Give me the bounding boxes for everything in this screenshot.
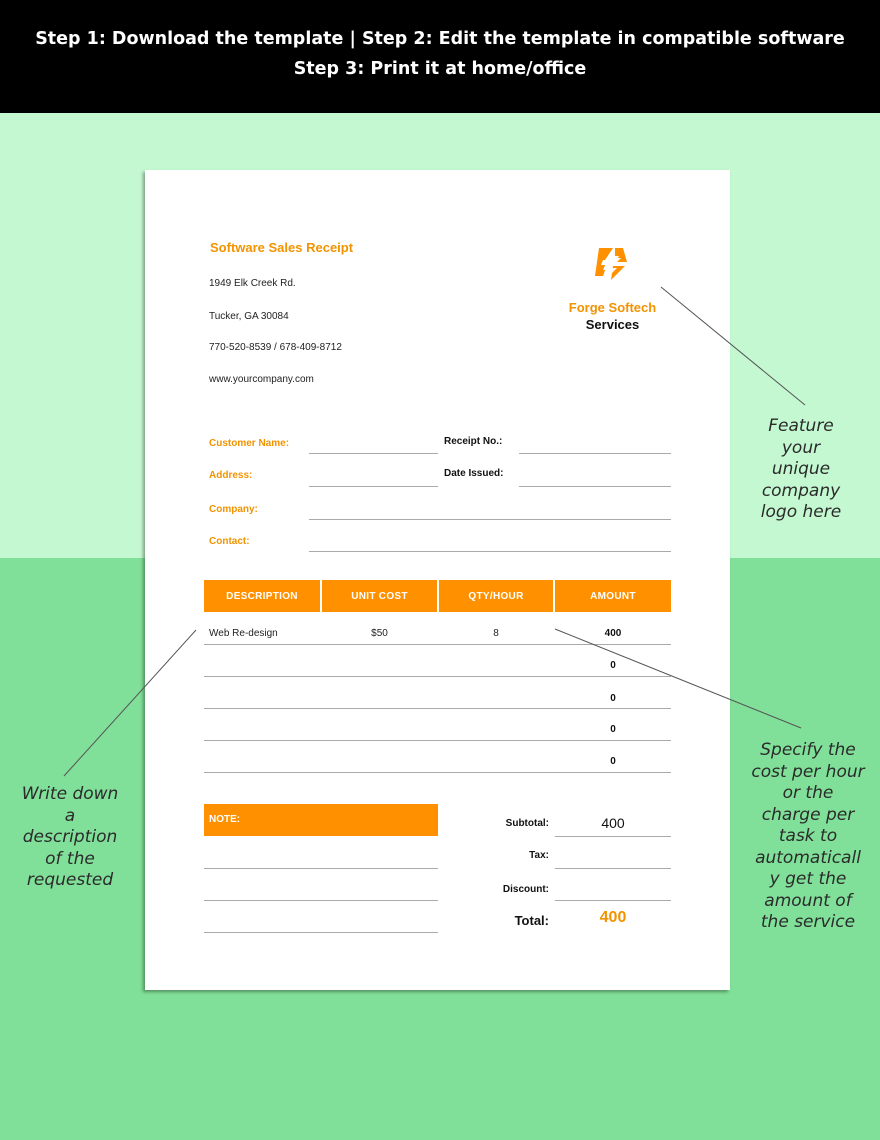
callout-line: cost per hour — [751, 761, 865, 782]
callout-line: Write down — [21, 784, 119, 804]
total-value: 400 — [599, 909, 627, 926]
note-header: NOTE: — [204, 804, 438, 836]
row-amount: 0 — [610, 693, 616, 704]
row-qty: 8 — [493, 628, 499, 639]
contact-label: Contact: — [209, 536, 250, 547]
callout-line: requested — [26, 870, 114, 890]
callout-line: company — [761, 480, 841, 501]
total-label: Total: — [514, 913, 549, 928]
callout-line: of the — [45, 848, 95, 869]
callout-line: task to — [778, 826, 838, 846]
description-leader-line — [64, 630, 196, 776]
tax-label: Tax: — [529, 850, 549, 861]
header-amount: AMOUNT — [555, 580, 671, 612]
callout-line: Specify the — [760, 740, 856, 760]
discount-label: Discount: — [502, 884, 549, 895]
row-description: Web Re-design — [209, 628, 278, 639]
address-line-1: 1949 Elk Creek Rd. — [209, 278, 296, 289]
header-unit-cost: UNIT COST — [322, 580, 437, 612]
row-amount: 0 — [610, 756, 616, 767]
subtotal-label: Subtotal: — [505, 818, 549, 829]
phone-numbers: 770-520-8539 / 678-409-8712 — [209, 342, 342, 353]
row-amount: 0 — [610, 660, 616, 671]
callout-line: your — [781, 437, 821, 458]
description-callout — [6, 784, 134, 892]
callout-line: automaticall — [755, 847, 861, 868]
logo-leader-line — [661, 287, 805, 405]
subtotal-value: 400 — [601, 815, 625, 831]
row-amount: 0 — [610, 724, 616, 735]
callout-line: description — [22, 827, 118, 847]
address-label: Address: — [209, 470, 253, 481]
instructions-line-1: Step 1: Download the template | Step 2: Edit the template in compatible software — [35, 29, 845, 49]
callout-line: amount of — [764, 890, 852, 911]
header-qty-hour: QTY/HOUR — [439, 580, 553, 612]
callout-line: Feature — [768, 416, 834, 436]
header-description: DESCRIPTION — [204, 580, 320, 612]
receipt-no-label: Receipt No.: — [444, 436, 503, 447]
document-title: Software Sales Receipt — [210, 240, 354, 255]
cost-leader-line — [555, 629, 801, 728]
callout-line: logo here — [760, 502, 842, 522]
callout-line: y get the — [769, 869, 847, 889]
callout-line: charge per — [761, 804, 855, 825]
callout-line: or the — [782, 783, 834, 803]
date-issued-label: Date Issued: — [444, 468, 504, 479]
instructions-line-2: Step 3: Print it at home/office — [293, 59, 587, 79]
row-amount: 400 — [604, 628, 622, 639]
customer-name-label: Customer Name: — [209, 438, 290, 449]
address-line-2: Tucker, GA 30084 — [209, 311, 289, 322]
company-label: Company: — [209, 504, 258, 515]
row-unit-cost: $50 — [371, 628, 388, 639]
callout-line: the service — [760, 912, 856, 932]
cost-callout — [738, 740, 878, 934]
website: www.yourcompany.com — [209, 374, 314, 385]
company-suffix: Services — [585, 317, 640, 332]
company-name: Forge Softech — [568, 300, 657, 315]
callout-line: unique — [771, 459, 831, 479]
callout-line: a — [64, 805, 76, 826]
logo-callout — [736, 416, 866, 524]
